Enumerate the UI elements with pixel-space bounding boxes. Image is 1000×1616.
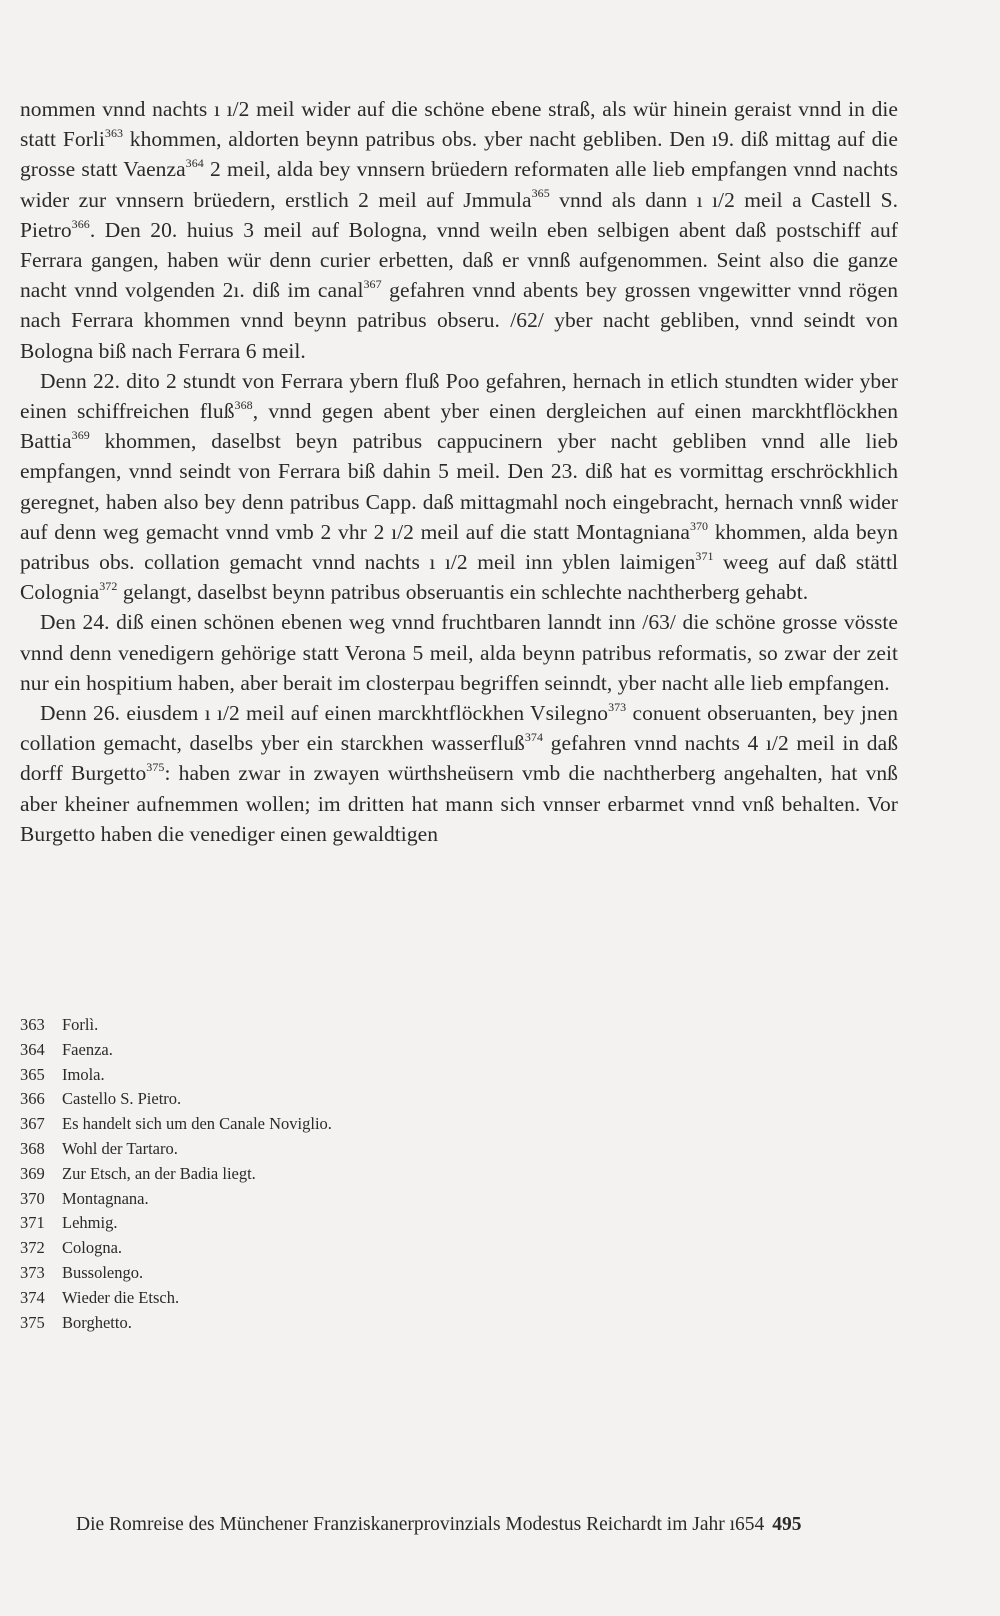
footnote-ref: 367 — [363, 277, 382, 292]
footnote — [20, 1286, 900, 1311]
footnote — [20, 1311, 900, 1336]
footnote-ref: 365 — [531, 186, 550, 201]
footnote-ref: 368 — [234, 397, 253, 412]
footnote-ref: 373 — [608, 699, 627, 714]
footnote-number: 369 — [20, 1163, 45, 1183]
page-footer — [76, 1514, 900, 1536]
footnote-ref: 363 — [104, 126, 124, 141]
footnote — [20, 1261, 900, 1286]
footnote-text: Borghetto. — [62, 1312, 132, 1332]
paragraph: Denn 22. dito 2 stundt von Ferrara ybern fluß Poo gefahren, hernach in etlich stundten wider yber einen schiffreichen fluß$^{368}$, vnnd gegen abent yber einen dergleichen auf einen marckhtflöckhen Battia$^{369}$ khommen, daselbst beyn patribus cappucinern yber nacht gebliben vnnd alle lieb empfangen, vnnd seindt von Ferrara biß dahin 5 meil. Den 23. diß hat es vormittag erschröckhlich geregnet, haben also bey denn patribus Capp. daß mittagmahl noch eingebracht, hernach vnnß wider auf denn weg gemacht vnnd vmb 2 vhr 2 ı/2 meil auf die statt Montagniana$^{370}$ khommen, alda beyn patribus obs. collation gemacht vnnd nachts ı ı/2 meil inn yblen laimigen$^{371}$ weeg auf daß stättl Colognia$^{372}$ gelangt, daselbst beynn patribus obseruantis ein schlechte nachtherberg gehabt. — [20, 368, 898, 605]
footnote-text: Lehmig. — [62, 1213, 118, 1233]
footnote — [20, 1236, 900, 1261]
footnote-ref: 366 — [71, 216, 90, 231]
footnote-number: 364 — [20, 1039, 45, 1059]
footnote-text: Es handelt sich um den Canale Noviglio. — [62, 1114, 332, 1134]
footnote-number: 375 — [20, 1312, 45, 1332]
footnote-text: Wieder die Etsch. — [62, 1287, 180, 1307]
footnote-ref: 374 — [524, 730, 544, 745]
main-text — [20, 94, 898, 849]
footnote-number: 373 — [20, 1262, 45, 1282]
footnote-number: 366 — [20, 1089, 45, 1109]
footnote-ref: 369 — [71, 428, 90, 443]
paragraph: Denn 26. eiusdem ı ı/2 meil auf einen marckhtflöckhen Vsilegno$^{373}$ conuent obseruanten, bey jnen collation gemacht, daselbs yber ein starckhen wasserfluß$^{374}$ gefahren vnnd nachts 4 ı/2 meil in daß dorff Burgetto$^{375}$: haben zwar in zwayen würthsheüsern vmb die nachtherberg angehalten, hat vnß aber kheiner aufnemmen wollen; im dritten hat mann sich vnnser erbarmet vnnd vnß behalten. Vor Burgetto haben die venediger einen gewaldtigen — [20, 699, 899, 846]
footnote-text: Zur Etsch, an der Badia liegt. — [62, 1163, 256, 1183]
footnote-number: 374 — [20, 1287, 45, 1307]
footnote-ref: 375 — [146, 760, 165, 775]
footnote — [20, 1137, 900, 1162]
footnote-number: 368 — [20, 1138, 45, 1158]
footnote — [20, 1013, 900, 1038]
footnote-text: Wohl der Tartaro. — [62, 1138, 178, 1158]
footnote — [20, 1162, 900, 1187]
footnote-number: 371 — [20, 1213, 45, 1233]
footnote-ref: 372 — [99, 579, 118, 594]
paragraph: Den 24. diß einen schönen ebenen weg vnnd fruchtbaren lanndt inn /63/ die schöne grosse vösste vnnd denn venedigern gehörige statt Verona 5 meil, alda beynn patribus reformatis, so zwar der zeit nur ein hospitium haben, aber berait im closterpau begriffen seinndt, yber nacht alle lieb empfangen. — [20, 610, 898, 695]
footnote-text: Castello S. Pietro. — [62, 1089, 182, 1109]
footnote — [20, 1211, 900, 1236]
footnote-number: 372 — [20, 1238, 45, 1258]
footnote-number: 370 — [20, 1188, 45, 1208]
footnote — [20, 1038, 900, 1063]
footnote-text: Faenza. — [62, 1039, 113, 1059]
footnote-number: 365 — [20, 1064, 45, 1084]
footnotes — [20, 1013, 900, 1335]
footnote-number: 367 — [20, 1114, 45, 1134]
footnote-ref: 370 — [689, 518, 709, 533]
footnote — [20, 1112, 900, 1137]
footnote-text: Cologna. — [62, 1238, 123, 1258]
footnote-number: 363 — [20, 1015, 45, 1034]
footnote-text: Imola. — [62, 1064, 105, 1084]
footnote — [20, 1087, 900, 1112]
footnote — [20, 1063, 900, 1088]
running-title: Die Romreise des Münchener Franziskanerprovinzials Modestus Reichardt im Jahr ı654 — [76, 1514, 765, 1535]
footnote-text: Montagnana. — [62, 1188, 149, 1208]
page-number: 495 — [772, 1514, 802, 1535]
footnote-ref: 371 — [695, 548, 714, 563]
paragraph: nommen vnnd nachts ı ı/2 meil wider auf die schöne ebene straß, als wür hinein geraist vnnd in die statt Forli$^{363}$ khommen, aldorten beynn patribus obs. yber nacht gebliben. Den ı9. diß mittag auf die grosse statt Vaenza$^{364}$ 2 meil, alda bey vnnsern brüedern reformaten alle lieb empfangen vnnd nachts wider zur vnnsern brüedern, erstlich 2 meil auf Jmmula$^{365}$ vnnd als dann ı ı/2 meil a Castell S. Pietro$^{366}$. Den 20. huius 3 meil auf Bologna, vnnd weiln eben selbigen abent daß postschiff auf Ferrara gangen, haben wür denn curier erbetten, daß er vnnß aufgenommen. Seint also die ganze nacht vnnd volgenden 2ı. diß im canal$^{367}$ gefahren vnnd abents bey grossen vngewitter vnnd rögen nach Ferrara khommen vnnd beynn patribus obseru. /62/ yber nacht gebliben, vnnd seindt von Bologna biß nach Ferrara 6 meil. — [20, 97, 899, 363]
footnote-text: Bussolengo. — [62, 1262, 144, 1282]
footnote — [20, 1187, 900, 1212]
footnote-ref: 364 — [185, 156, 204, 171]
footnote-text: Forlì. — [62, 1015, 99, 1034]
